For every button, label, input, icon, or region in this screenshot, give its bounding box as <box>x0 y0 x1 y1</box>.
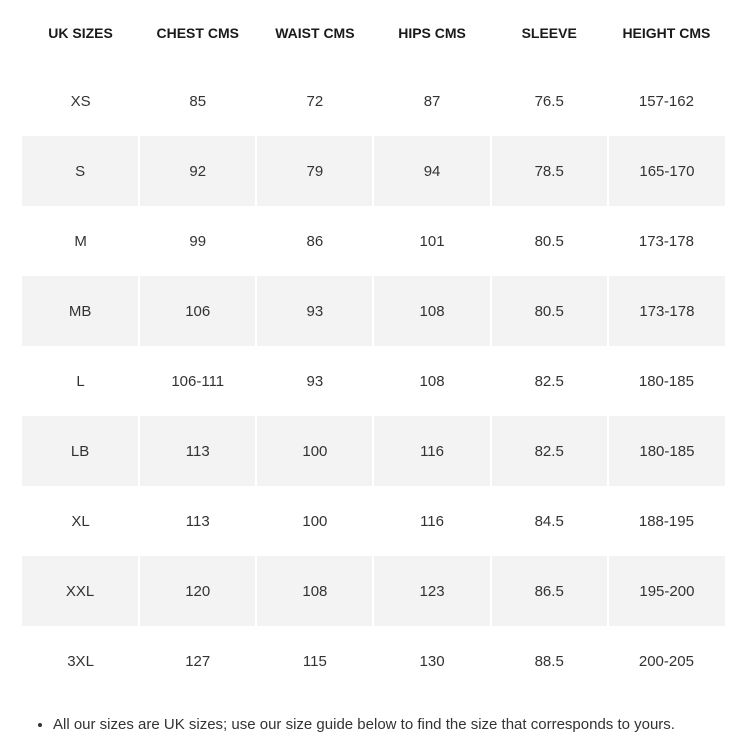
cell-hips: 101 <box>419 232 445 250</box>
header-row <box>22 0 725 66</box>
cell-sleeve: 88.5 <box>534 652 564 670</box>
cell-hips: 116 <box>373 416 490 486</box>
cell-height: 157-162 <box>638 92 694 110</box>
cell-size: S <box>22 136 139 206</box>
cell-chest: 85 <box>189 92 207 110</box>
size-note: • All our sizes are UK sizes; use our size guide below to find the size that corresponds to yours. <box>53 716 741 733</box>
cell-height: 180-185 <box>608 416 725 486</box>
cell-sleeve: 82.5 <box>491 416 608 486</box>
cell-height: 180-185 <box>638 372 694 390</box>
cell-hips: 130 <box>419 652 445 670</box>
table-row <box>22 416 725 486</box>
table-row <box>22 626 725 696</box>
cell-waist: 100 <box>256 416 373 486</box>
cell-size: XS <box>70 92 91 110</box>
table-header <box>22 0 725 66</box>
cell-hips: 108 <box>419 372 445 390</box>
cell-size: M <box>74 232 87 250</box>
header-uk-sizes: UK SIZES <box>48 25 113 41</box>
cell-hips: 108 <box>373 276 490 346</box>
header-chest: CHEST CMS <box>156 25 239 41</box>
cell-size: LB <box>22 416 139 486</box>
cell-sleeve: 76.5 <box>534 92 564 110</box>
cell-waist: 79 <box>256 136 373 206</box>
cell-chest: 106-111 <box>171 372 225 390</box>
header-waist: WAIST CMS <box>275 25 355 41</box>
table-body <box>22 66 725 696</box>
cell-height: 188-195 <box>638 512 694 530</box>
table-row <box>22 136 725 206</box>
cell-height: 173-178 <box>638 232 694 250</box>
size-notes-list <box>35 716 741 733</box>
cell-waist: 108 <box>256 556 373 626</box>
cell-size: 3XL <box>67 652 94 670</box>
cell-hips: 87 <box>423 92 441 110</box>
table-row <box>22 346 725 416</box>
cell-waist: 100 <box>302 512 328 530</box>
cell-sleeve: 80.5 <box>491 276 608 346</box>
cell-chest: 106 <box>139 276 256 346</box>
header-height: HEIGHT CMS <box>622 25 711 41</box>
cell-waist: 115 <box>302 652 327 670</box>
table-row <box>22 486 725 556</box>
cell-chest: 120 <box>139 556 256 626</box>
cell-height: 173-178 <box>608 276 725 346</box>
size-chart-table <box>22 0 725 696</box>
table-row <box>22 276 725 346</box>
cell-size: L <box>76 372 85 390</box>
cell-hips: 116 <box>420 512 444 530</box>
cell-sleeve: 86.5 <box>491 556 608 626</box>
cell-waist: 86 <box>306 232 324 250</box>
cell-chest: 113 <box>139 416 256 486</box>
cell-waist: 93 <box>256 276 373 346</box>
table-row <box>22 556 725 626</box>
table-row <box>22 206 725 276</box>
cell-hips: 94 <box>373 136 490 206</box>
cell-height: 165-170 <box>608 136 725 206</box>
cell-hips: 123 <box>373 556 490 626</box>
header-hips: HIPS CMS <box>398 25 466 41</box>
cell-size: XL <box>71 512 90 530</box>
header-sleeve: SLEEVE <box>521 25 577 41</box>
cell-chest: 127 <box>185 652 211 670</box>
table-row <box>22 66 725 136</box>
cell-chest: 99 <box>189 232 207 250</box>
cell-waist: 93 <box>306 372 324 390</box>
cell-height: 195-200 <box>608 556 725 626</box>
cell-chest: 92 <box>139 136 256 206</box>
cell-sleeve: 80.5 <box>534 232 564 250</box>
cell-sleeve: 82.5 <box>534 372 564 390</box>
cell-size: XXL <box>22 556 139 626</box>
cell-chest: 113 <box>185 512 210 530</box>
cell-height: 200-205 <box>638 652 694 670</box>
cell-sleeve: 84.5 <box>534 512 564 530</box>
cell-size: MB <box>22 276 139 346</box>
cell-waist: 72 <box>306 92 324 110</box>
cell-sleeve: 78.5 <box>491 136 608 206</box>
